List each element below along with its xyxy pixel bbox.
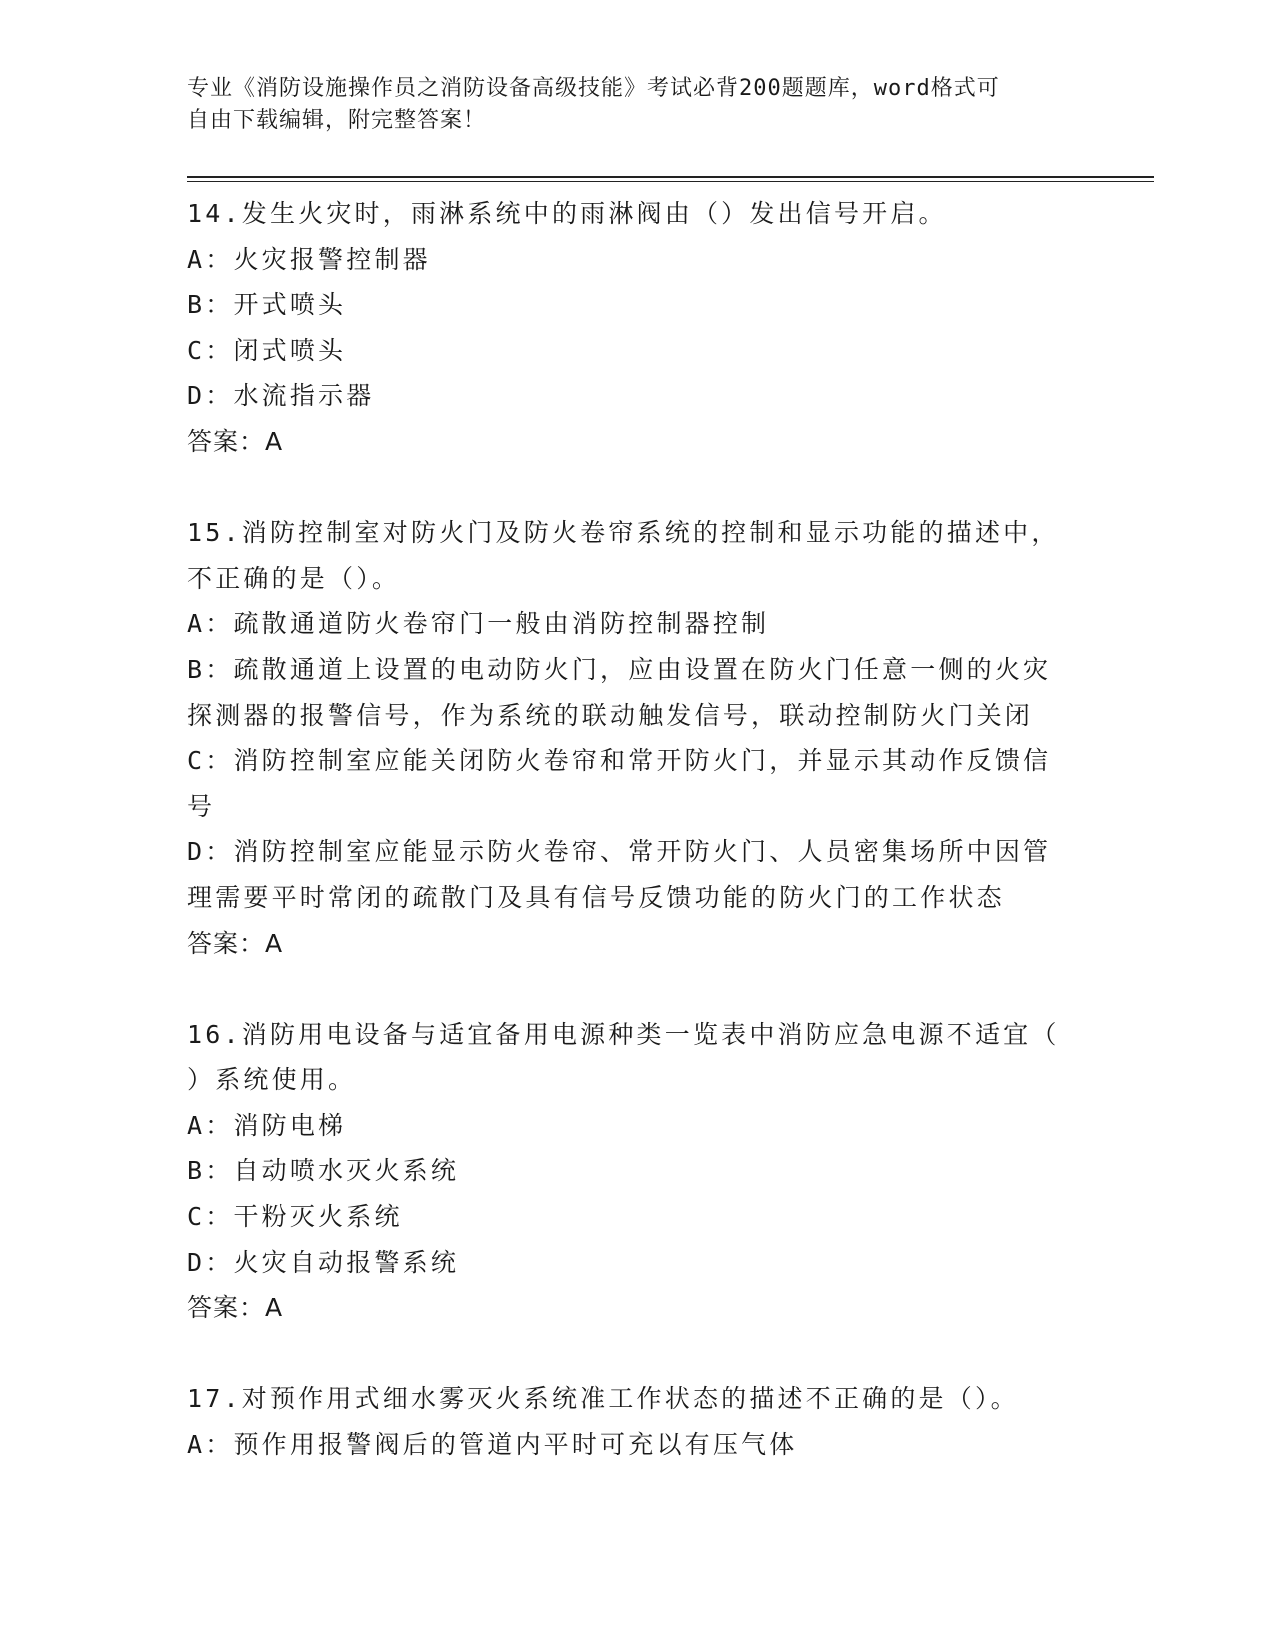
option-a: A：消防电梯 xyxy=(187,1110,347,1140)
option-d: D：火灾自动报警系统 xyxy=(187,1247,460,1277)
question-stem: 16.消防用电设备与适宜备用电源种类一览表中消防应急电源不适宜（ xyxy=(187,1019,1060,1049)
header-line-2: 自由下载编辑，附完整答案！ xyxy=(187,108,487,133)
option-c: C：消防控制室应能关闭防火卷帘和常开防火门，并显示其动作反馈信 xyxy=(187,746,1052,776)
question-stem-cont: ）系统使用。 xyxy=(187,1065,357,1095)
question-block xyxy=(187,191,1087,465)
option-b: B：开式喷头 xyxy=(187,290,347,320)
option-a: A：预作用报警阀后的管道内平时可充以有压气体 xyxy=(187,1430,798,1460)
spacer xyxy=(187,465,1087,511)
option-d-cont: 理需要平时常闭的疏散门及具有信号反馈功能的防火门的工作状态 xyxy=(187,882,1005,912)
question-stem: 15.消防控制室对防火门及防火卷帘系统的控制和显示功能的描述中， xyxy=(187,518,1060,548)
header-divider xyxy=(187,176,1154,182)
answer-label: 答案：A xyxy=(187,426,284,456)
answer-label: 答案：A xyxy=(187,928,284,958)
question-block xyxy=(187,510,1087,966)
option-d: D：消防控制室应能显示防火卷帘、常开防火门、人员密集场所中因管 xyxy=(187,837,1052,867)
option-d: D：水流指示器 xyxy=(187,381,375,411)
option-b: B：自动喷水灭火系统 xyxy=(187,1156,460,1186)
question-list xyxy=(187,191,1087,1468)
option-c: C：闭式喷头 xyxy=(187,335,347,365)
option-a: A：火灾报警控制器 xyxy=(187,244,431,274)
spacer xyxy=(187,1331,1087,1377)
header-line-1: 专业《消防设施操作员之消防设备高级技能》考试必背200题题库，word格式可 xyxy=(187,76,1000,101)
answer-label: 答案：A xyxy=(187,1293,284,1323)
option-c-cont: 号 xyxy=(187,791,216,821)
document-header xyxy=(187,73,1067,137)
question-block xyxy=(187,1012,1087,1331)
question-stem: 17.对预作用式细水雾灭火系统准工作状态的描述不正确的是（）。 xyxy=(187,1384,1019,1414)
question-stem-cont: 不正确的是（）。 xyxy=(187,563,401,593)
question-stem: 14.发生火灾时，雨淋系统中的雨淋阀由（）发出信号开启。 xyxy=(187,199,947,228)
question-block xyxy=(187,1376,1087,1467)
option-a: A：疏散通道防火卷帘门一般由消防控制器控制 xyxy=(187,609,770,639)
spacer xyxy=(187,966,1087,1012)
option-b-cont: 探测器的报警信号，作为系统的联动触发信号，联动控制防火门关闭 xyxy=(187,700,1034,730)
option-b: B：疏散通道上设置的电动防火门，应由设置在防火门任意一侧的火灾 xyxy=(187,654,1052,684)
option-c: C：干粉灭火系统 xyxy=(187,1202,403,1232)
